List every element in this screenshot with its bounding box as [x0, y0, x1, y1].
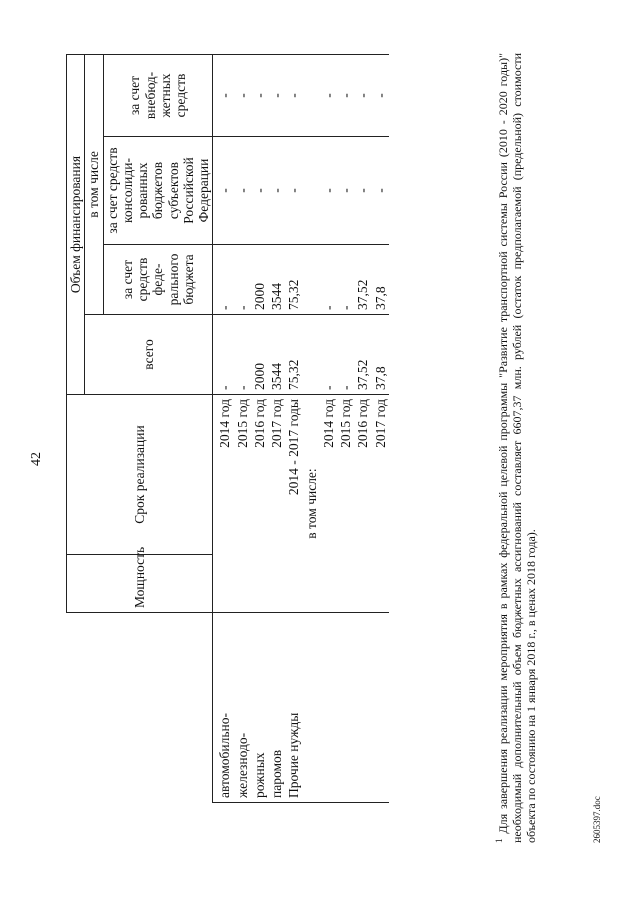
cell-subject: автомобильно- [213, 613, 234, 803]
financing-table [66, 54, 389, 803]
cell-subject: паромов [268, 613, 285, 803]
cell-regional: - [268, 137, 285, 245]
header-capacity: Мощность [67, 555, 213, 613]
table-row [285, 54, 302, 802]
cell-federal: - [337, 245, 354, 315]
cell-regional: - [372, 137, 389, 245]
cell-federal: - [234, 245, 251, 315]
cell-federal: 2000 [251, 245, 268, 315]
cell-regional: - [320, 137, 337, 245]
cell-extrabudget: - [268, 54, 285, 136]
cell-period: в том числе: [303, 395, 320, 613]
cell-subject [303, 613, 320, 803]
table-row [354, 54, 371, 802]
cell-regional: - [354, 137, 371, 245]
cell-total: - [337, 315, 354, 395]
page-number: 42 [29, 452, 44, 466]
cell-extrabudget: - [251, 54, 268, 136]
table-row [320, 54, 337, 802]
table-row [234, 54, 251, 802]
cell-subject: железнодо- [234, 613, 251, 803]
cell-regional: - [337, 137, 354, 245]
cell-extrabudget: - [285, 54, 302, 136]
cell-period: 2015 год [234, 395, 251, 613]
cell-subject: Прочие нужды [285, 613, 302, 803]
header-including: в том числе [85, 54, 103, 314]
cell-regional [303, 137, 320, 245]
cell-period: 2015 год [337, 395, 354, 613]
cell-subject [354, 613, 371, 803]
footnote [492, 53, 538, 843]
cell-subject [372, 613, 389, 803]
header-period: Срок реализации [67, 395, 213, 555]
cell-federal: 3544 [268, 245, 285, 315]
header-blank [67, 613, 213, 803]
cell-period: 2017 год [268, 395, 285, 613]
cell-total: 37,52 [354, 315, 371, 395]
cell-extrabudget: - [354, 54, 371, 136]
cell-federal [303, 245, 320, 315]
cell-total: 37,8 [372, 315, 389, 395]
cell-period: 2016 год [354, 395, 371, 613]
table-row [372, 54, 389, 802]
cell-extrabudget [303, 54, 320, 136]
header-regional: за счет средств консолиди-рованных бюджетов субъектов Российской Федерации [103, 137, 213, 245]
cell-federal: 37,52 [354, 245, 371, 315]
cell-total: - [320, 315, 337, 395]
cell-regional: - [285, 137, 302, 245]
document-filename: 2605397.doc [592, 796, 602, 843]
cell-total: 75,32 [285, 315, 302, 395]
cell-subject [337, 613, 354, 803]
cell-regional: - [213, 137, 234, 245]
table-row [337, 54, 354, 802]
cell-extrabudget: - [372, 54, 389, 136]
cell-regional: - [251, 137, 268, 245]
cell-extrabudget: - [320, 54, 337, 136]
cell-extrabudget: - [234, 54, 251, 136]
header-total: всего [85, 315, 213, 395]
cell-federal: - [320, 245, 337, 315]
table-row [251, 54, 268, 802]
cell-period: 2014 год [320, 395, 337, 613]
cell-total: 3544 [268, 315, 285, 395]
cell-period: 2017 год [372, 395, 389, 613]
table-row [303, 54, 320, 802]
footnote-marker: 1 [494, 838, 504, 843]
cell-federal: 37,8 [372, 245, 389, 315]
cell-subject: рожных [251, 613, 268, 803]
cell-extrabudget: - [213, 54, 234, 136]
header-federal: за счет средств феде-рального бюджета [103, 245, 213, 315]
header-extrabudget: за счет внебюд-жетных средств [103, 54, 213, 136]
cell-period: 2014 - 2017 годы [285, 395, 302, 613]
table-row [268, 54, 285, 802]
cell-total: - [213, 315, 234, 395]
cell-period: 2014 год [213, 395, 234, 613]
table-row [213, 54, 234, 802]
cell-extrabudget: - [337, 54, 354, 136]
cell-total: 2000 [251, 315, 268, 395]
cell-subject [320, 613, 337, 803]
cell-total: - [234, 315, 251, 395]
cell-total [303, 315, 320, 395]
cell-federal: 75,32 [285, 245, 302, 315]
header-financing: Объем финансирования [67, 54, 85, 394]
cell-regional: - [234, 137, 251, 245]
footnote-text: Для завершения реализации мероприятия в рамках федеральной целевой программы "Развитие транспортной системы России (2010 - 2020 годы)" необходимый дополнительный объем бюджетных ассигнований составляет 6607,37 млн. рублей (остаток предполагаемой (предельной) стоимости объекта по состоянию на 1 января 2018 г., в ценах 2018 года). [496, 52, 538, 843]
cell-period: 2016 год [251, 395, 268, 613]
cell-federal: - [213, 245, 234, 315]
